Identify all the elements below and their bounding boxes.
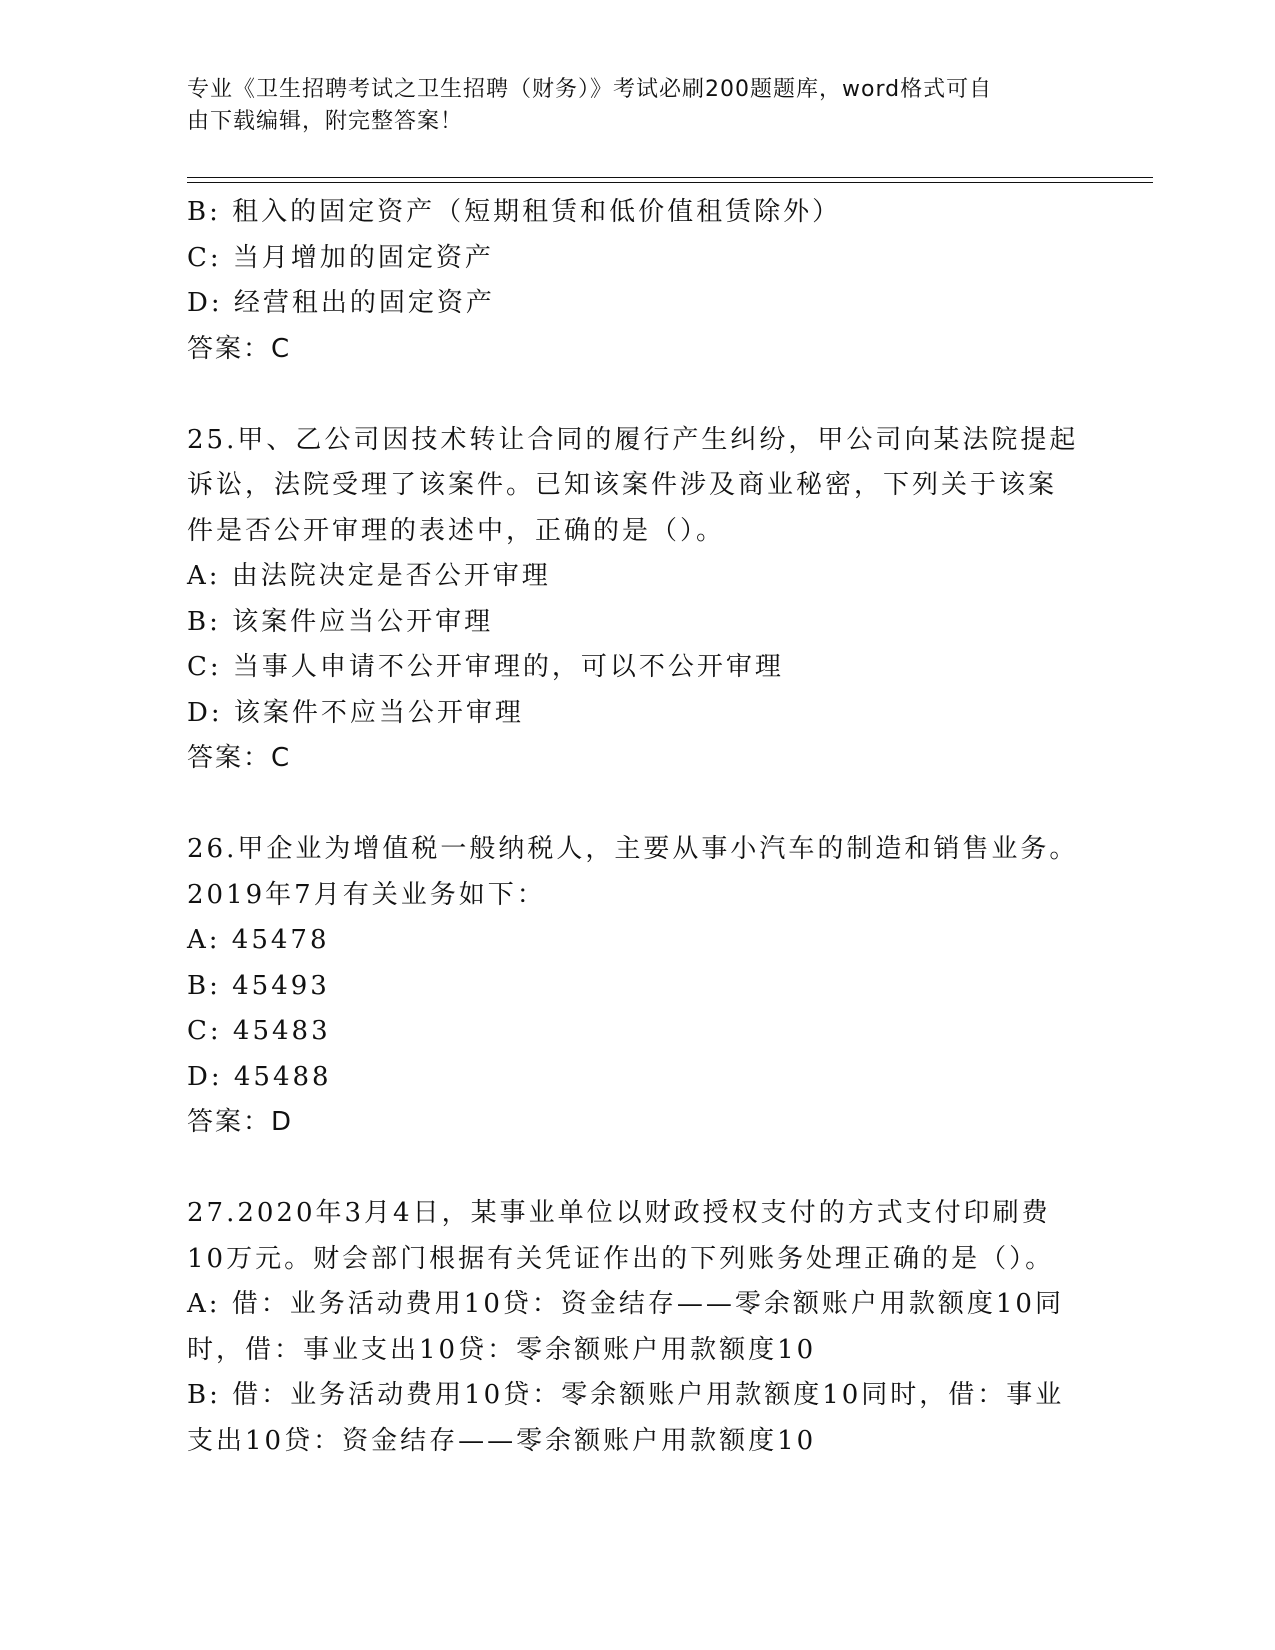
- answer-line: 答案：C: [187, 743, 292, 773]
- header-line-1: 专业《卫生招聘考试之卫生招聘（财务）》考试必刷200题题库，word格式可自: [187, 77, 993, 102]
- option-a: A: 借：业务活动费用10贷：资金结存——零余额账户用款额度10同: [187, 1289, 1064, 1319]
- question-stem-line: 诉讼，法院受理了该案件。已知该案件涉及商业秘密，下列关于该案: [187, 470, 1058, 500]
- option-c: C: 45483: [187, 1016, 331, 1046]
- option-a-continued: 时，借：事业支出10贷：零余额账户用款额度10: [187, 1334, 817, 1365]
- option-c: C: 当月增加的固定资产: [187, 242, 494, 273]
- option-b-continued: 支出10贷：资金结存——零余额账户用款额度10: [187, 1425, 817, 1456]
- question-stem-line: 件是否公开审理的表述中，正确的是（）。: [187, 515, 726, 546]
- option-b: B: 借：业务活动费用10贷：零余额账户用款额度10同时，借：事业: [187, 1380, 1065, 1410]
- question-stem-line: 26.甲企业为增值税一般纳税人，主要从事小汽车的制造和销售业务。: [187, 834, 1079, 864]
- question-block-27: [187, 1191, 1087, 1464]
- answer-line: 答案：C: [187, 333, 292, 364]
- option-d: D: 45488: [187, 1061, 332, 1092]
- question-block-24: [187, 190, 1087, 372]
- header-rule-bottom: [187, 182, 1153, 183]
- header-rule-top: [187, 177, 1153, 178]
- option-b: B: 45493: [187, 970, 330, 1001]
- question-stem-line: 27.2020年3月4日，某事业单位以财政授权支付的方式支付印刷费: [187, 1198, 1051, 1228]
- answer-line: 答案：D: [187, 1107, 294, 1137]
- option-d: D: 经营租出的固定资产: [187, 288, 495, 318]
- option-b: B: 租入的固定资产（短期租赁和低价值租赁除外）: [187, 197, 842, 227]
- question-block-26: [187, 827, 1087, 1146]
- question-stem-line: 25.甲、乙公司因技术转让合同的履行产生纠纷，甲公司向某法院提起: [187, 424, 1079, 455]
- question-stem-line: 10万元。财会部门根据有关凭证作出的下列账务处理正确的是（）。: [187, 1243, 1055, 1274]
- question-stem-line: 2019年7月有关业务如下：: [187, 879, 546, 910]
- option-b: B: 该案件应当公开审理: [187, 606, 494, 637]
- option-a: A: 45478: [187, 925, 330, 955]
- question-block-25: [187, 418, 1087, 782]
- header-line-2: 由下载编辑，附完整答案！: [187, 109, 464, 134]
- question-list: [187, 190, 1087, 1510]
- option-a: A: 由法院决定是否公开审理: [187, 561, 551, 591]
- document-header: [187, 74, 1067, 138]
- option-c: C: 当事人申请不公开审理的，可以不公开审理: [187, 652, 784, 682]
- option-d: D: 该案件不应当公开审理: [187, 697, 524, 728]
